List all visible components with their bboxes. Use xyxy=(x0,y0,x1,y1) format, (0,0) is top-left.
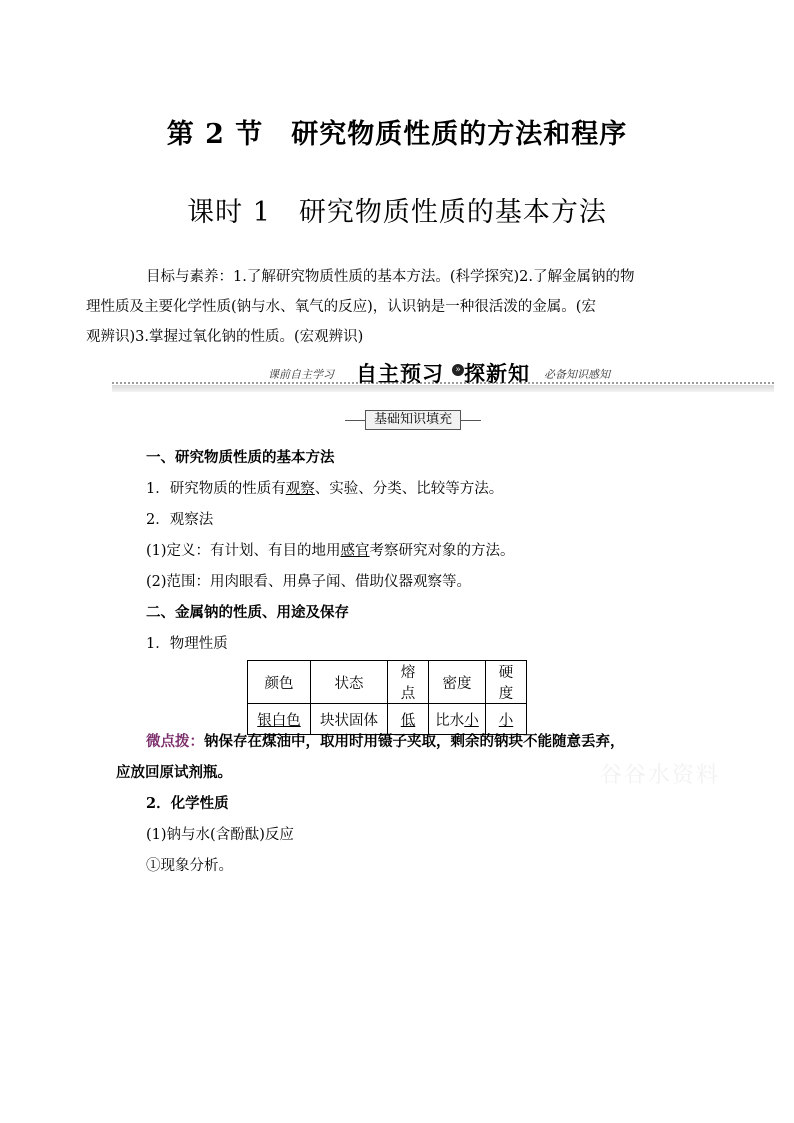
underlined-answer: 小 xyxy=(464,712,479,729)
table-header-cell: 颜色 xyxy=(248,661,311,704)
text: 、实验、分类、比较等方法。 xyxy=(314,481,504,497)
banner-title-left: 自主预习 xyxy=(356,362,444,386)
text: 比水 xyxy=(435,712,465,729)
paragraph-reaction: (1)钠与水(含酚酞)反应 xyxy=(146,827,294,843)
heading-2: 二、金属钠的性质、用途及保存 xyxy=(146,604,349,621)
text: (1)定义：有计划、有目的地用 xyxy=(146,543,341,559)
underlined-answer: 小 xyxy=(498,712,514,729)
learning-goals xyxy=(86,262,696,352)
heading-1: 一、研究物质性质的基本方法 xyxy=(146,449,335,466)
text: 1．研究物质的性质有 xyxy=(146,481,286,497)
hint-line-1 xyxy=(146,730,625,751)
underlined-answer: 观察 xyxy=(285,481,315,497)
underlined-answer: 感官 xyxy=(340,543,370,559)
paragraph-physical: 1．物理性质 xyxy=(146,636,228,652)
physical-properties-table xyxy=(247,660,527,735)
section-banner xyxy=(112,356,774,392)
paragraph-scope: (2)范围：用肉眼看、用鼻子闻、借助仪器观察等。 xyxy=(146,574,472,590)
watermark: 谷谷水资料 xyxy=(600,763,721,788)
hint-line-2: 应放回原试剂瓶。 xyxy=(116,764,232,781)
section-label-box xyxy=(345,410,479,430)
section-label: 基础知识填充 xyxy=(365,410,461,430)
label-line-left xyxy=(345,420,365,421)
paragraph-phenomenon: ①现象分析。 xyxy=(146,858,233,874)
goals-line-3: 观辨识)3.掌握过氧化钠的性质。(宏观辨识) xyxy=(86,329,364,345)
goals-line-1: 目标与素养：1.了解研究物质性质的基本方法。(科学探究)2.了解金属钠的物 xyxy=(146,269,635,285)
label-line-right xyxy=(461,420,481,421)
underlined-answer: 银白色 xyxy=(257,712,301,729)
lesson-subtitle: 课时 1 研究物质性质的基本方法 xyxy=(187,197,607,228)
table-cell: 块状固体 xyxy=(311,704,388,735)
underlined-answer: 低 xyxy=(400,712,416,729)
table-header-row xyxy=(248,661,527,704)
paragraph-chemical: 2．化学性质 xyxy=(146,795,229,812)
goals-line-2: 理性质及主要化学性质(钠与水、氧气的反应)，认识钠是一种很活泼的金属。(宏 xyxy=(86,299,596,315)
paragraph-observation: 2．观察法 xyxy=(146,512,214,528)
hint-text: 钠保存在煤油中，取用时用镊子夹取，剩余的钠块不能随意丢弃， xyxy=(204,733,625,750)
paragraph-methods xyxy=(146,477,503,498)
text: 考察研究对象的方法。 xyxy=(369,543,515,559)
table-header-cell: 密度 xyxy=(429,661,486,704)
paragraph-definition xyxy=(146,539,515,560)
banner-left-caption: 课前自主学习 xyxy=(268,368,334,381)
table-header-cell: 熔点 xyxy=(388,661,429,704)
table-header-cell: 状态 xyxy=(311,661,388,704)
section-title: 第 2 节 研究物质性质的方法和程序 xyxy=(166,119,628,150)
hint-label: 微点拨： xyxy=(146,733,204,750)
table-header-cell: 硬度 xyxy=(486,661,527,704)
chevron-right-icon: » xyxy=(452,364,464,376)
banner-title-right: 探新知 xyxy=(464,362,530,386)
banner-right-caption: 必备知识感知 xyxy=(544,368,610,381)
